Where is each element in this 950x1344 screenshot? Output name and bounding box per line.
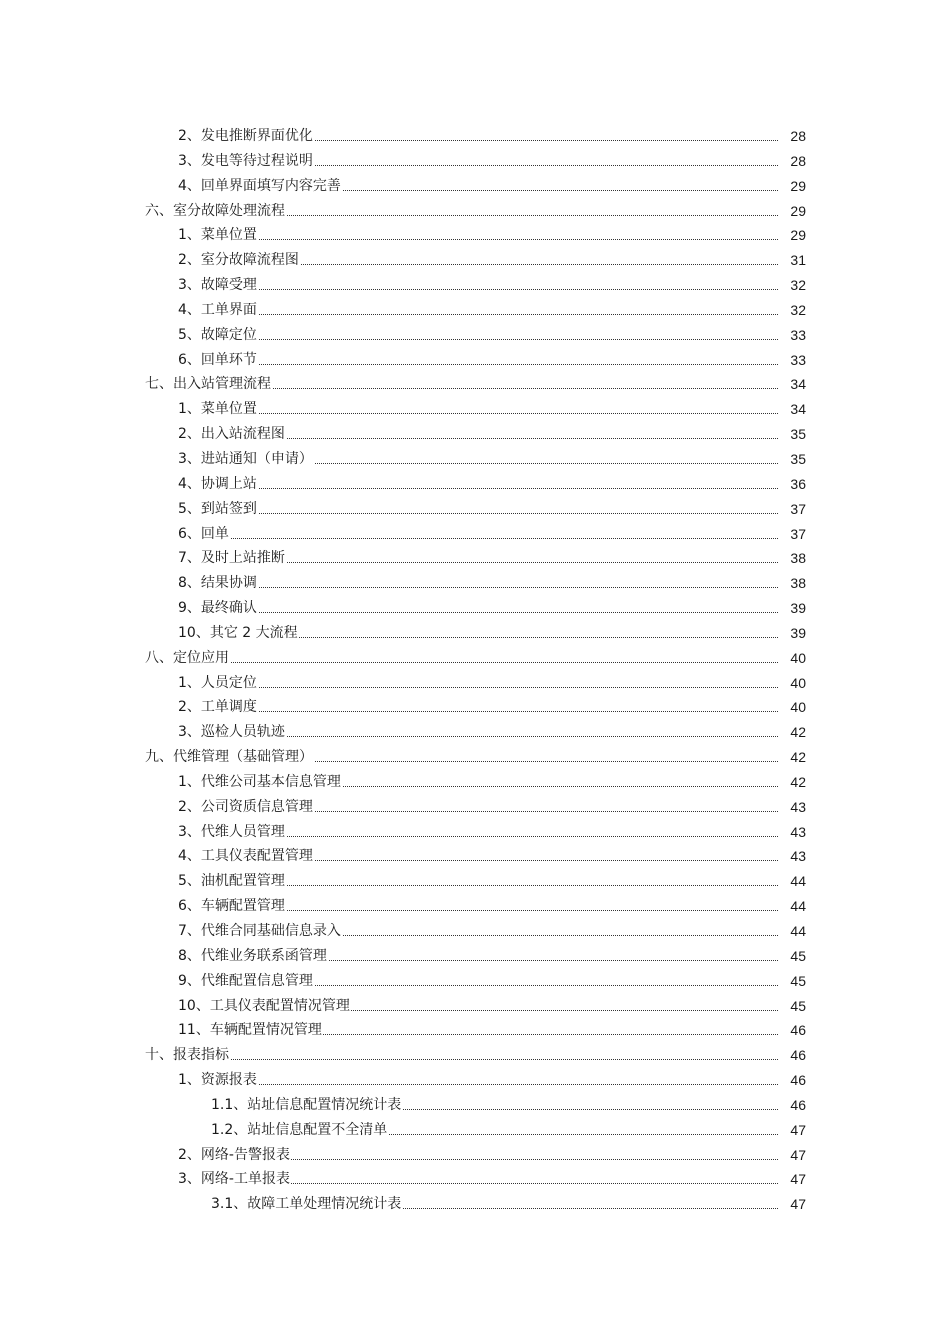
toc-entry-title: 8、结果协调 — [178, 571, 258, 596]
toc-entry[interactable] — [0, 1068, 950, 1093]
toc-entry[interactable] — [0, 546, 950, 571]
toc-entry[interactable] — [0, 944, 950, 969]
dot-leader — [178, 314, 790, 315]
toc-page-number: 37 — [778, 522, 806, 547]
toc-entry[interactable] — [0, 248, 950, 273]
toc-entry[interactable] — [0, 770, 950, 795]
toc-page-number: 47 — [778, 1167, 806, 1192]
toc-page-number: 47 — [778, 1118, 806, 1143]
toc-entry-title: 十、报表指标 — [145, 1043, 230, 1068]
toc-page-number: 35 — [778, 447, 806, 472]
dot-leader — [178, 612, 790, 613]
toc-page-number: 46 — [778, 1043, 806, 1068]
dot-leader — [178, 513, 790, 514]
toc-page-number: 39 — [778, 596, 806, 621]
toc-entry[interactable] — [0, 695, 950, 720]
dot-leader — [178, 687, 790, 688]
toc-entry-title: 10、工具仪表配置情况管理 — [178, 994, 351, 1019]
toc-page-number: 43 — [778, 844, 806, 869]
toc-page-number: 42 — [778, 745, 806, 770]
toc-entry[interactable] — [0, 149, 950, 174]
toc-entry-title: 4、协调上站 — [178, 472, 258, 497]
toc-entry[interactable] — [0, 994, 950, 1019]
toc-page-number: 31 — [778, 248, 806, 273]
dot-leader — [178, 289, 790, 290]
dot-leader — [145, 662, 790, 663]
toc-entry[interactable] — [0, 124, 950, 149]
toc-entry[interactable] — [0, 894, 950, 919]
toc-entry[interactable] — [0, 720, 950, 745]
toc-entry-title: 七、出入站管理流程 — [145, 372, 272, 397]
toc-page-number: 44 — [778, 919, 806, 944]
toc-entry-title: 5、到站签到 — [178, 497, 258, 522]
toc-entry[interactable] — [0, 820, 950, 845]
toc-page-number: 39 — [778, 621, 806, 646]
toc-entry-title: 6、回单环节 — [178, 348, 258, 373]
dot-leader — [178, 488, 790, 489]
toc-page-number: 29 — [778, 199, 806, 224]
toc-page-number: 44 — [778, 869, 806, 894]
toc-entry-title: 8、代维业务联系函管理 — [178, 944, 328, 969]
toc-page-number: 42 — [778, 720, 806, 745]
toc-entry-title: 4、工具仪表配置管理 — [178, 844, 314, 869]
toc-entry-title: 3、发电等待过程说明 — [178, 149, 314, 174]
toc-page-number: 33 — [778, 323, 806, 348]
toc-entry-title: 11、车辆配置情况管理 — [178, 1018, 323, 1043]
toc-entry[interactable] — [0, 323, 950, 348]
toc-page-number: 28 — [778, 124, 806, 149]
toc-page-number: 40 — [778, 671, 806, 696]
toc-page-number: 29 — [778, 174, 806, 199]
toc-page-number: 32 — [778, 298, 806, 323]
toc-entry[interactable] — [0, 1143, 950, 1168]
toc-page-number: 47 — [778, 1192, 806, 1217]
toc-entry[interactable] — [0, 174, 950, 199]
toc-entry-title: 5、故障定位 — [178, 323, 258, 348]
toc-entry[interactable] — [0, 472, 950, 497]
toc-entry-title: 1、菜单位置 — [178, 223, 258, 248]
toc-entry-title: 1、人员定位 — [178, 671, 258, 696]
toc-entry[interactable] — [0, 522, 950, 547]
toc-page-number: 45 — [778, 994, 806, 1019]
toc-entry[interactable] — [0, 422, 950, 447]
toc-entry-title: 5、油机配置管理 — [178, 869, 286, 894]
toc-entry[interactable] — [0, 844, 950, 869]
toc-entry-title: 3.1、故障工单处理情况统计表 — [211, 1192, 402, 1217]
toc-entry-title: 3、故障受理 — [178, 273, 258, 298]
toc-page-number: 37 — [778, 497, 806, 522]
toc-entry-title: 9、最终确认 — [178, 596, 258, 621]
toc-page-number: 46 — [778, 1018, 806, 1043]
toc-entry-title: 1、资源报表 — [178, 1068, 258, 1093]
toc-entry-title: 1.2、站址信息配置不全清单 — [211, 1118, 388, 1143]
toc-entry[interactable] — [0, 447, 950, 472]
toc-page-number: 42 — [778, 770, 806, 795]
dot-leader — [178, 1084, 790, 1085]
toc-entry-title: 2、室分故障流程图 — [178, 248, 300, 273]
toc-page-number: 40 — [778, 646, 806, 671]
dot-leader — [178, 339, 790, 340]
toc-entry-title: 6、车辆配置管理 — [178, 894, 286, 919]
dot-leader — [178, 711, 790, 712]
toc-page-number: 36 — [778, 472, 806, 497]
toc-entry-title: 3、巡检人员轨迹 — [178, 720, 286, 745]
toc-entry[interactable] — [0, 596, 950, 621]
toc-page-number: 38 — [778, 546, 806, 571]
toc-page-number: 28 — [778, 149, 806, 174]
toc-entry-title: 3、代维人员管理 — [178, 820, 286, 845]
toc-entry-title: 3、网络-工单报表 — [178, 1167, 291, 1192]
toc-page-number: 43 — [778, 820, 806, 845]
toc-page-number: 44 — [778, 894, 806, 919]
toc-page-number: 45 — [778, 969, 806, 994]
toc-entry[interactable] — [0, 1043, 950, 1068]
toc-entry[interactable] — [0, 273, 950, 298]
toc-entry[interactable] — [0, 397, 950, 422]
toc-page-number: 40 — [778, 695, 806, 720]
toc-entry[interactable] — [0, 1018, 950, 1043]
toc-entry-title: 7、代维合同基础信息录入 — [178, 919, 342, 944]
toc-page-number: 34 — [778, 372, 806, 397]
dot-leader — [178, 239, 790, 240]
toc-entry-title: 2、工单调度 — [178, 695, 258, 720]
toc-entry[interactable] — [0, 795, 950, 820]
toc-page-number: 32 — [778, 273, 806, 298]
toc-page-number: 46 — [778, 1093, 806, 1118]
toc-entry[interactable] — [0, 298, 950, 323]
toc-page-number: 35 — [778, 422, 806, 447]
toc-entry[interactable] — [0, 869, 950, 894]
toc-entry[interactable] — [0, 646, 950, 671]
toc-entry[interactable] — [0, 1093, 950, 1118]
toc-entry-title: 9、代维配置信息管理 — [178, 969, 314, 994]
dot-leader — [178, 364, 790, 365]
toc-page-number: 46 — [778, 1068, 806, 1093]
toc-page-number: 47 — [778, 1143, 806, 1168]
toc-entry[interactable] — [0, 223, 950, 248]
toc-entry-title: 2、发电推断界面优化 — [178, 124, 314, 149]
toc-entry[interactable] — [0, 969, 950, 994]
toc-entry-title: 八、定位应用 — [145, 646, 230, 671]
toc-entry-title: 4、回单界面填写内容完善 — [178, 174, 342, 199]
toc-entry[interactable] — [0, 671, 950, 696]
toc-entry-title: 2、网络-告警报表 — [178, 1143, 291, 1168]
toc-entry[interactable] — [0, 571, 950, 596]
toc-entry-title: 六、室分故障处理流程 — [145, 199, 286, 224]
toc-entry[interactable] — [0, 1192, 950, 1217]
toc-entry-title: 2、出入站流程图 — [178, 422, 286, 447]
toc-entry[interactable] — [0, 1167, 950, 1192]
toc-entry-title: 2、公司资质信息管理 — [178, 795, 314, 820]
dot-leader — [178, 538, 790, 539]
toc-entry[interactable] — [0, 919, 950, 944]
toc-entry-title: 6、回单 — [178, 522, 230, 547]
dot-leader — [178, 413, 790, 414]
toc-entry-title: 4、工单界面 — [178, 298, 258, 323]
toc-page-number: 45 — [778, 944, 806, 969]
toc-page-number: 38 — [778, 571, 806, 596]
toc-entry-title: 1、菜单位置 — [178, 397, 258, 422]
dot-leader — [145, 1059, 790, 1060]
toc-entry-title: 3、进站通知（申请） — [178, 447, 314, 472]
toc-entry[interactable] — [0, 497, 950, 522]
dot-leader — [178, 587, 790, 588]
toc-entry-title: 1、代维公司基本信息管理 — [178, 770, 342, 795]
toc-page-number: 29 — [778, 223, 806, 248]
toc-entry-title: 7、及时上站推断 — [178, 546, 286, 571]
table-of-contents — [0, 124, 950, 1217]
toc-entry-title: 1.1、站址信息配置情况统计表 — [211, 1093, 402, 1118]
toc-page-number: 43 — [778, 795, 806, 820]
toc-entry[interactable] — [0, 199, 950, 224]
toc-entry[interactable] — [0, 745, 950, 770]
toc-page-number: 33 — [778, 348, 806, 373]
toc-entry-title: 10、其它 2 大流程 — [178, 621, 299, 646]
toc-entry[interactable] — [0, 1118, 950, 1143]
toc-entry-title: 九、代维管理（基础管理） — [145, 745, 314, 770]
toc-entry[interactable] — [0, 621, 950, 646]
toc-page-number: 34 — [778, 397, 806, 422]
toc-entry[interactable] — [0, 372, 950, 397]
toc-entry[interactable] — [0, 348, 950, 373]
